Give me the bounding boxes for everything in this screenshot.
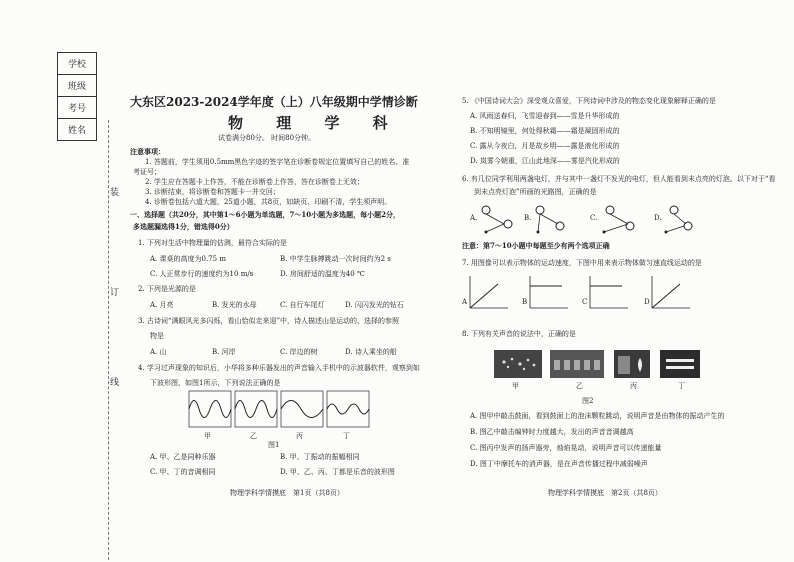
exam-title: 大东区2023-2024学年度（上）八年级期中学情诊断 <box>130 95 418 109</box>
fig2-label-bing: 丙 <box>630 382 637 390</box>
subject-title: 物 理 学 科 <box>228 114 402 132</box>
q6-stem: 6. 有几位同学利用两盏电灯，并与其中一盏灯不发光的电灯，但人能看到未点亮的灯泡。以下对于“看 <box>462 175 776 183</box>
notes-heading: 注意事项： <box>130 147 165 156</box>
waveform-yi <box>235 391 277 427</box>
waveform-figure <box>188 390 372 430</box>
q2-opt-c: C. 自行车尾灯 <box>280 301 325 309</box>
bind-label-3: 线 <box>110 378 120 388</box>
q7-stem: 7. 用图像可以表示物体的运动速度，下图中用来表示物体做匀速直线运动的是 <box>462 259 702 267</box>
q3-stem: 3. 古诗词“满眼风光多闪烁，看山恰似走来迎”中，诗人描述山是运动的，选择的参照 <box>138 317 400 325</box>
q1-opt-a: A. 课桌的高度为0.75 m <box>150 255 226 263</box>
fig1-label-jia: 甲 <box>204 432 211 440</box>
photo-bells <box>550 350 604 378</box>
waveform-jia <box>189 391 231 427</box>
q3-opt-c: C. 岸边的树 <box>280 348 318 356</box>
student-info-box <box>57 52 97 141</box>
exam-number-label: 考号 <box>58 97 96 119</box>
q4-opt-c: C. 甲、丁的音调相同 <box>150 468 216 476</box>
q3-opt-d: D. 诗人乘坐的船 <box>345 348 397 356</box>
q8-stem: 8. 下列有关声音的说法中，正确的是 <box>462 330 576 338</box>
q2-opt-d: D. 闪闪发光的钻石 <box>345 301 404 309</box>
light-path-b <box>536 206 564 234</box>
q1-opt-c: C. 人正常步行的速度约为10 m/s <box>150 270 254 278</box>
photo-muffler <box>660 350 700 378</box>
photo-speaker <box>614 350 650 378</box>
note-4: 4. 诊断卷包括六道大题，25道小题，共8页，如缺页、印刷不清，学生须声明。 <box>145 198 392 206</box>
q5-opt-c: C. 露从今夜白，月是故乡明——露是液化形成的 <box>470 142 620 150</box>
fig1-label-bing: 丙 <box>296 432 303 440</box>
note-1b: 考证号； <box>133 168 161 176</box>
q3-opt-a: A. 山 <box>150 348 167 356</box>
q6-label-d: D. <box>654 214 662 222</box>
light-path-d <box>665 206 693 234</box>
fig1-label-ding: 丁 <box>343 432 350 440</box>
q2-opt-b: B. 发光的水母 <box>212 301 257 309</box>
q8-opt-b: B. 图乙中敲击编钟时力度越大，发出的声音音调越高 <box>470 428 634 436</box>
light-path-figure <box>462 202 702 238</box>
q5-opt-a: A. 风雨送春归，飞雪迎春到——雪是升华形成的 <box>470 112 620 120</box>
footer-left: 物理学科学情摸底 第1页（共8页） <box>230 489 344 497</box>
q8-opt-d: D. 图丁中摩托车的消声器，是在声音传播过程中减弱噪声 <box>470 460 648 468</box>
q4-opt-d: D. 甲、乙、丙、丁都是乐音的波形图 <box>280 468 395 476</box>
fig2-caption: 图2 <box>582 397 594 405</box>
q4-opt-b: B. 甲、丁振动的振幅相同 <box>280 453 360 461</box>
q6-stem-2: 到未点亮灯泡”所画的光路图，正确的是 <box>474 188 597 196</box>
fig2-label-ding: 丁 <box>678 382 685 390</box>
fig2-label-yi: 乙 <box>576 382 583 390</box>
note-1: 1. 答题前，学生须用0.5mm黑色字迹的签字笔在诊断卷规定位置填写自己的姓名、准 <box>145 158 410 166</box>
q5-stem: 5. 《中国诗词大会》深受观众喜爱，下列诗词中涉及的物态变化现象解释正确的是 <box>462 97 716 105</box>
exam-meta: 试卷满分80分。 时间80分钟。 <box>218 134 316 142</box>
q3-stem-2: 物是 <box>150 332 164 340</box>
class-label: 班级 <box>58 75 96 97</box>
q7-label-a: A <box>462 298 468 306</box>
motion-graph-a <box>470 276 508 308</box>
q2-opt-a: A. 月亮 <box>150 301 174 309</box>
q7-label-b: B <box>522 298 528 306</box>
q7-label-d: D <box>644 298 650 306</box>
waveform-ding <box>327 391 369 427</box>
q5-opt-b: B. 不知明镜里，何处得秋霜——霜是凝固形成的 <box>470 127 620 135</box>
section1-sub: 多选题漏选得1分，错选得0分） <box>133 222 234 231</box>
fig1-label-yi: 乙 <box>250 432 257 440</box>
multi-select-note: 注意：第7～10小题中每题至少有两个选项正确 <box>462 241 610 250</box>
q6-label-c: C. <box>590 214 598 222</box>
q6-label-a: A. <box>470 214 478 222</box>
q1-opt-b: B. 中学生脉搏跳动一次时间约为2 s <box>280 255 391 263</box>
q1-opt-d: D. 房间舒适的温度为40 ℃ <box>280 270 365 278</box>
q3-opt-b: B. 河岸 <box>212 348 236 356</box>
photo-drum <box>494 350 542 378</box>
q1-stem: 1. 下列对生活中物理量的估测，最符合实际的是 <box>138 239 287 247</box>
motion-graphs-figure <box>468 272 704 316</box>
binding-line <box>108 120 109 560</box>
bind-label-2: 订 <box>110 288 120 298</box>
motion-graph-b <box>530 276 568 308</box>
q4-opt-a: A. 甲、乙是同种乐器 <box>150 453 216 461</box>
section1-heading: 一、选择题（共20分，其中第1～6小题为单选题，7～10小题为多选题，每小题2分， <box>130 210 400 219</box>
note-3: 3. 诊断结束，将诊断卷和答题卡一并交回； <box>145 188 280 196</box>
motion-graph-d <box>652 276 690 308</box>
name-label: 姓名 <box>67 126 86 136</box>
light-path-a <box>482 206 512 234</box>
q2-stem: 2. 下列是光源的是 <box>138 285 196 293</box>
bind-label-1: 装 <box>110 188 120 198</box>
sound-photos-figure <box>494 350 700 380</box>
footer-right: 物理学科学情摸底 第2页（共8页） <box>548 489 662 497</box>
q8-opt-c: C. 图丙中发声的扬声器旁，烛焰晃动，说明声音可以传递能量 <box>470 444 662 452</box>
q6-label-b: B. <box>524 214 532 222</box>
fig2-label-jia: 甲 <box>512 382 519 390</box>
waveform-bing <box>281 391 323 427</box>
q4-stem-2: 下波形图，如图1所示，下列说法正确的是 <box>150 379 281 387</box>
school-label: 学校 <box>58 53 96 75</box>
light-path-c <box>603 206 635 234</box>
q8-opt-a: A. 图甲中敲击鼓面，看到鼓面上的泡沫颗粒跳动，说明声音是由物体的振动产生的 <box>470 412 725 420</box>
q7-label-c: C <box>582 298 588 306</box>
q4-stem: 4. 学习过声现象的知识后，小华将多种乐器发出的声音输入手机中的示波器软件，观察到如 <box>138 364 420 372</box>
motion-graph-c <box>590 276 628 308</box>
note-2: 2. 学生应在答题卡上作答，不能在诊断卷上作答，答在诊断卷上无效； <box>145 178 364 186</box>
fig1-caption: 图1 <box>268 441 280 449</box>
q5-opt-d: D. 岚雾今朝重，江山此地深——雾是汽化形成的 <box>470 157 620 165</box>
